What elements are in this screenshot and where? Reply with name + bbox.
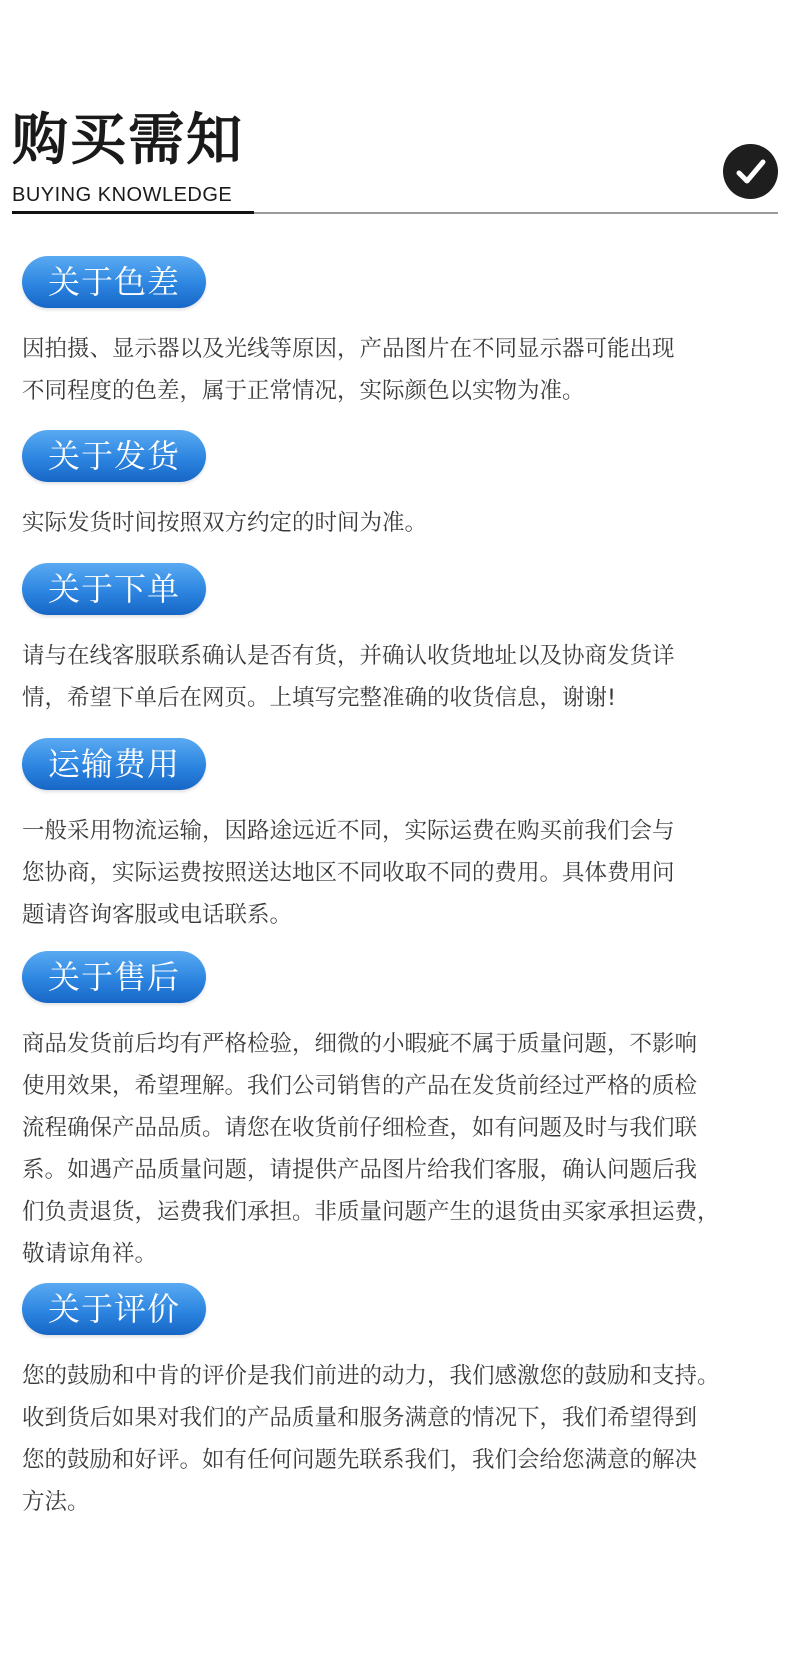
section-title: 关于色差: [47, 263, 180, 301]
section-line: 情，希望下单后在网页。上填写完整准确的收货信息，谢谢!: [22, 685, 617, 711]
section-body: [22, 502, 780, 544]
section-body: [22, 810, 780, 936]
section-line: 敬请谅角祥。: [22, 1241, 158, 1267]
page-subtitle: BUYING KNOWLEDGE: [12, 184, 233, 206]
section-title-pill: [22, 563, 206, 615]
section-line: 实际发货时间按照双方约定的时间为准。: [22, 510, 428, 536]
section-title: 关于售后: [47, 958, 180, 996]
section-title-pill: [22, 1283, 206, 1335]
page-title: 购买需知: [12, 108, 244, 173]
section-title: 运输费用: [47, 745, 180, 783]
section-line: 流程确保产品品质。请您在收货前仔细检查，如有问题及时与我们联: [22, 1115, 698, 1141]
section-line: 请与在线客服联系确认是否有货，并确认收货地址以及协商发货详: [22, 643, 675, 669]
header-divider-accent: [12, 211, 254, 214]
section-line: 您的鼓励和中肯的评价是我们前进的动力，我们感激您的鼓励和支持。: [22, 1363, 720, 1389]
section-title: 关于发货: [47, 437, 180, 475]
section-line: 收到货后如果对我们的产品质量和服务满意的情况下，我们希望得到: [22, 1405, 698, 1431]
section-title-pill: [22, 430, 206, 482]
section-title-pill: [22, 256, 206, 308]
section-body: [22, 1023, 780, 1275]
page-header: [0, 0, 790, 230]
section-title-pill: [22, 738, 206, 790]
section-line: 商品发货前后均有严格检验，细微的小暇疵不属于质量问题，不影响: [22, 1031, 698, 1057]
section-line: 系。如遇产品质量问题，请提供产品图片给我们客服，确认问题后我: [22, 1157, 698, 1183]
section-body: [22, 1355, 780, 1523]
section-line: 们负责退货，运费我们承担。非质量问题产生的退货由买家承担运费，: [22, 1199, 720, 1225]
section-title: 关于下单: [47, 570, 180, 608]
section-line: 因拍摄、显示器以及光线等原因，产品图片在不同显示器可能出现: [22, 336, 675, 362]
section-line: 一般采用物流运输，因路途远近不同，实际运费在购买前我们会与: [22, 818, 675, 844]
section-title-pill: [22, 951, 206, 1003]
section-line: 您的鼓励和好评。如有任何问题先联系我们，我们会给您满意的解决: [22, 1447, 698, 1473]
section-body: [22, 328, 780, 412]
section-line: 方法。: [22, 1489, 90, 1515]
checkmark-icon: [723, 144, 778, 199]
section-line: 题请咨询客服或电话联系。: [22, 902, 293, 928]
section-line: 您协商，实际运费按照送达地区不同收取不同的费用。具体费用问: [22, 860, 675, 886]
section-line: 使用效果，希望理解。我们公司销售的产品在发货前经过严格的质检: [22, 1073, 698, 1099]
section-title: 关于评价: [47, 1290, 180, 1328]
section-body: [22, 635, 780, 719]
section-line: 不同程度的色差，属于正常情况，实际颜色以实物为准。: [22, 378, 585, 404]
